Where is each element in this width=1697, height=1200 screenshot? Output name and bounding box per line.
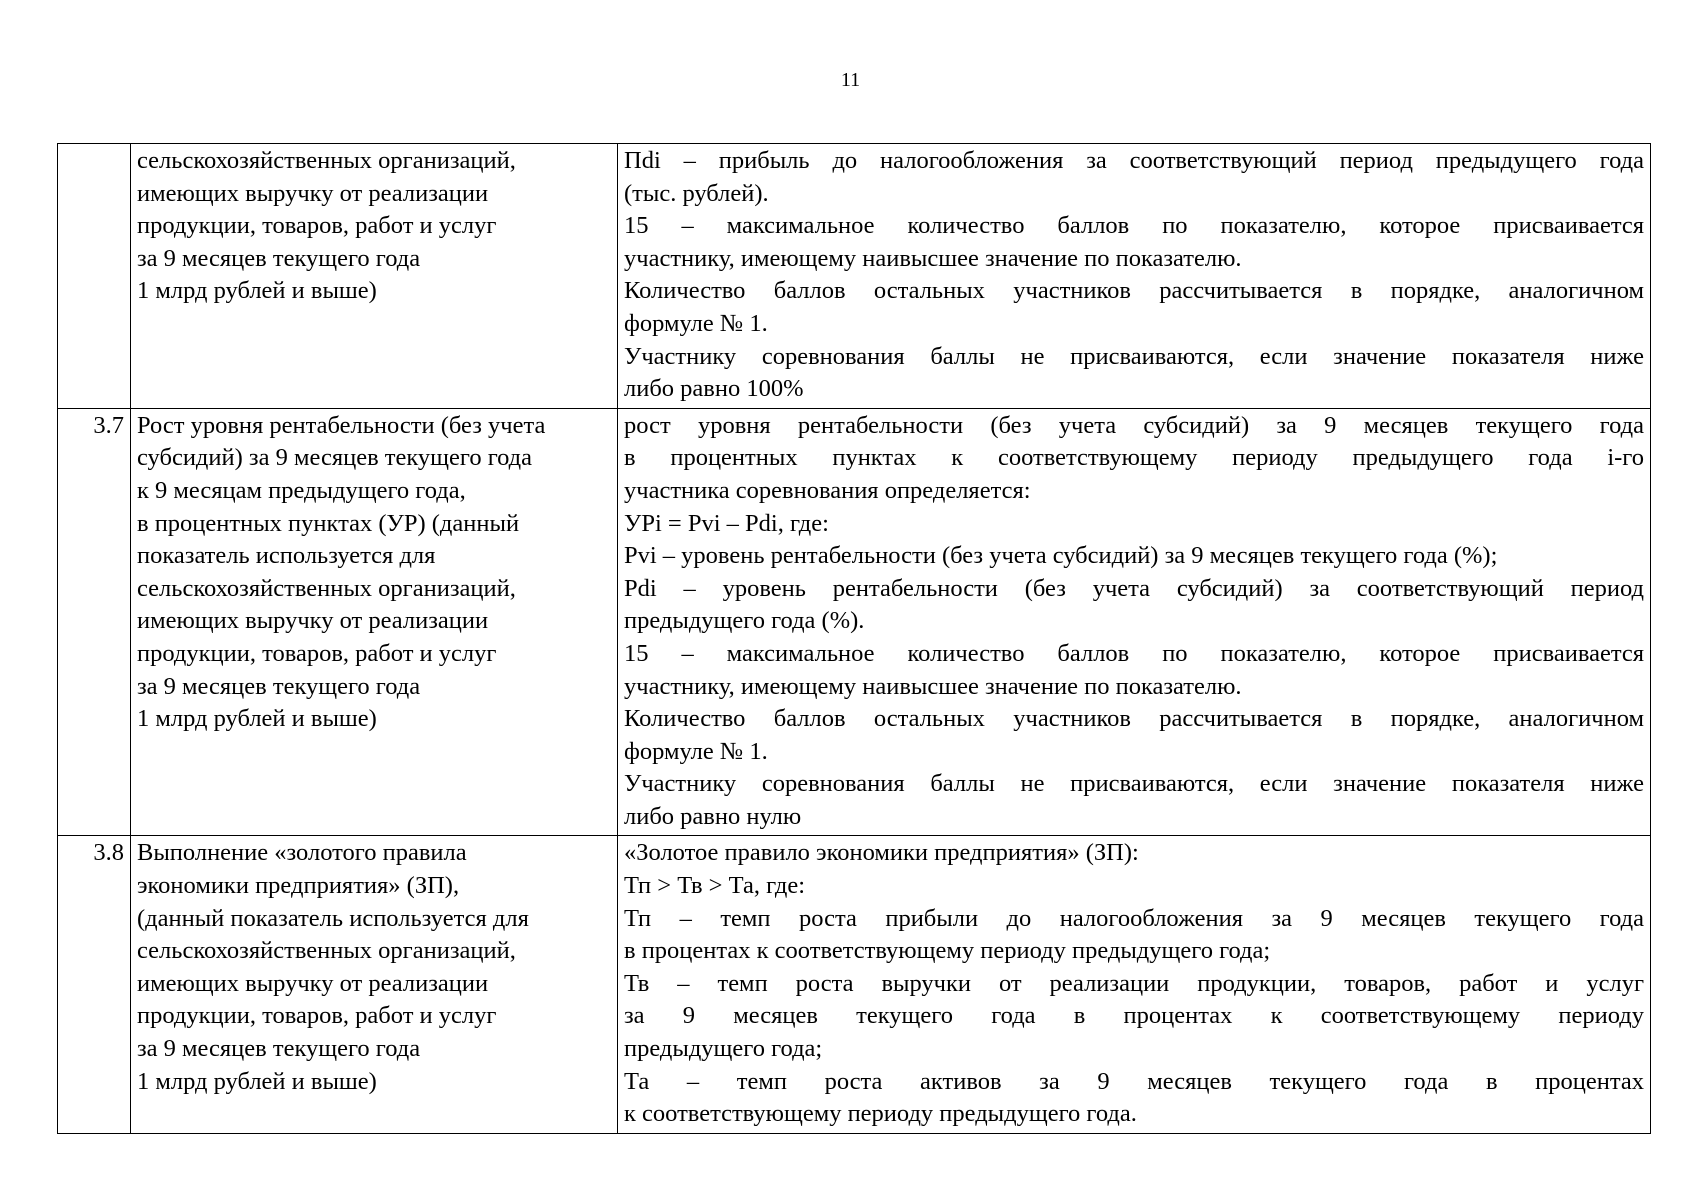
indicator-description-cell: [618, 408, 1651, 836]
text-line: субсидий) за 9 месяцев текущего года: [137, 444, 533, 472]
text-line: Количество баллов остальных участников рассчитывается в порядке, аналогичном: [624, 705, 1644, 733]
text-line: 1 млрд рублей и выше): [137, 1067, 377, 1095]
text-line: участника соревнования определяется:: [624, 476, 1031, 504]
text-line: рост уровня рентабельности (без учета субсидий) за 9 месяцев текущего года: [624, 411, 1644, 439]
text-line: к 9 месяцам предыдущего года,: [137, 476, 466, 504]
table-row: [58, 408, 1651, 836]
criteria-table: [57, 143, 1651, 1134]
text-line: Участнику соревнования баллы не присваиваются, если значение показателя ниже: [624, 342, 1644, 370]
text-line: продукции, товаров, работ и услуг: [137, 639, 497, 667]
row-number: 3.7: [58, 408, 131, 836]
table-row: [58, 144, 1651, 409]
text-line: Pdi – уровень рентабельности (без учета субсидий) за соответствующий период: [624, 574, 1644, 602]
text-line: продукции, товаров, работ и услуг: [137, 212, 497, 240]
text-line: экономики предприятия» (ЗП),: [137, 872, 460, 900]
text-line: в процентных пунктах к соответствующему периоду предыдущего года i-го: [624, 444, 1644, 472]
text-line: показатель используется для: [137, 542, 436, 570]
text-line: (данный показатель используется для: [137, 904, 529, 932]
text-line: в процентах к соответствующему периоду предыдущего года;: [624, 937, 1271, 965]
text-line: имеющих выручку от реализации: [137, 969, 489, 997]
text-line: Участнику соревнования баллы не присваиваются, если значение показателя ниже: [624, 770, 1644, 798]
text-line: имеющих выручку от реализации: [137, 179, 489, 207]
row-number: [58, 144, 131, 409]
text-line: 1 млрд рублей и выше): [137, 705, 377, 733]
text-line: участнику, имеющему наивысшее значение по показателю.: [624, 672, 1242, 700]
text-line: УРi = Pvi – Pdi, где:: [624, 509, 829, 537]
text-line: в процентных пунктах (УР) (данный: [137, 509, 520, 537]
text-line: к соответствующему периоду предыдущего года.: [624, 1100, 1137, 1128]
text-line: формуле № 1.: [624, 737, 768, 765]
text-line: формуле № 1.: [624, 309, 768, 337]
table-row: [58, 836, 1651, 1133]
text-line: сельскохозяйственных организаций,: [137, 937, 516, 965]
text-line: Та – темп роста активов за 9 месяцев текущего года в процентах: [624, 1067, 1644, 1095]
text-line: либо равно нулю: [624, 802, 802, 830]
text-line: Пdi – прибыль до налогообложения за соответствующий период предыдущего года: [624, 147, 1644, 174]
text-line: Pvi – уровень рентабельности (без учета субсидий) за 9 месяцев текущего года (%);: [624, 542, 1498, 570]
text-line: за 9 месяцев текущего года: [137, 672, 421, 700]
text-line: продукции, товаров, работ и услуг: [137, 1002, 497, 1030]
indicator-name-cell: [131, 144, 618, 409]
indicator-name-cell: [131, 408, 618, 836]
text-line: сельскохозяйственных организаций,: [137, 147, 516, 174]
text-line: «Золотое правило экономики предприятия» (ЗП):: [624, 839, 1139, 867]
text-line: 1 млрд рублей и выше): [137, 277, 377, 305]
text-line: Выполнение «золотого правила: [137, 839, 467, 867]
text-line: предыдущего года (%).: [624, 607, 865, 635]
text-line: Рост уровня рентабельности (без учета: [137, 411, 546, 439]
text-line: за 9 месяцев текущего года: [137, 1035, 421, 1063]
text-line: имеющих выручку от реализации: [137, 607, 489, 635]
page-number: 11: [840, 69, 861, 91]
text-line: сельскохозяйственных организаций,: [137, 574, 516, 602]
text-line: за 9 месяцев текущего года: [137, 244, 421, 272]
text-line: либо равно 100%: [624, 375, 804, 403]
text-line: предыдущего года;: [624, 1035, 823, 1063]
text-line: (тыс. рублей).: [624, 179, 769, 207]
text-line: Тп > Тв > Та, где:: [624, 872, 806, 900]
text-line: Тп – темп роста прибыли до налогообложения за 9 месяцев текущего года: [624, 904, 1644, 932]
text-line: за 9 месяцев текущего года в процентах к соответствующему периоду: [624, 1002, 1644, 1030]
indicator-description-cell: [618, 836, 1651, 1133]
row-number: 3.8: [58, 836, 131, 1133]
text-line: 15 – максимальное количество баллов по показателю, которое присваивается: [624, 212, 1644, 240]
indicator-name-cell: [131, 836, 618, 1133]
text-line: участнику, имеющему наивысшее значение по показателю.: [624, 244, 1242, 272]
text-line: Тв – темп роста выручки от реализации продукции, товаров, работ и услуг: [624, 969, 1644, 997]
text-line: 15 – максимальное количество баллов по показателю, которое присваивается: [624, 639, 1644, 667]
indicator-description-cell: [618, 144, 1651, 409]
text-line: Количество баллов остальных участников рассчитывается в порядке, аналогичном: [624, 277, 1644, 305]
